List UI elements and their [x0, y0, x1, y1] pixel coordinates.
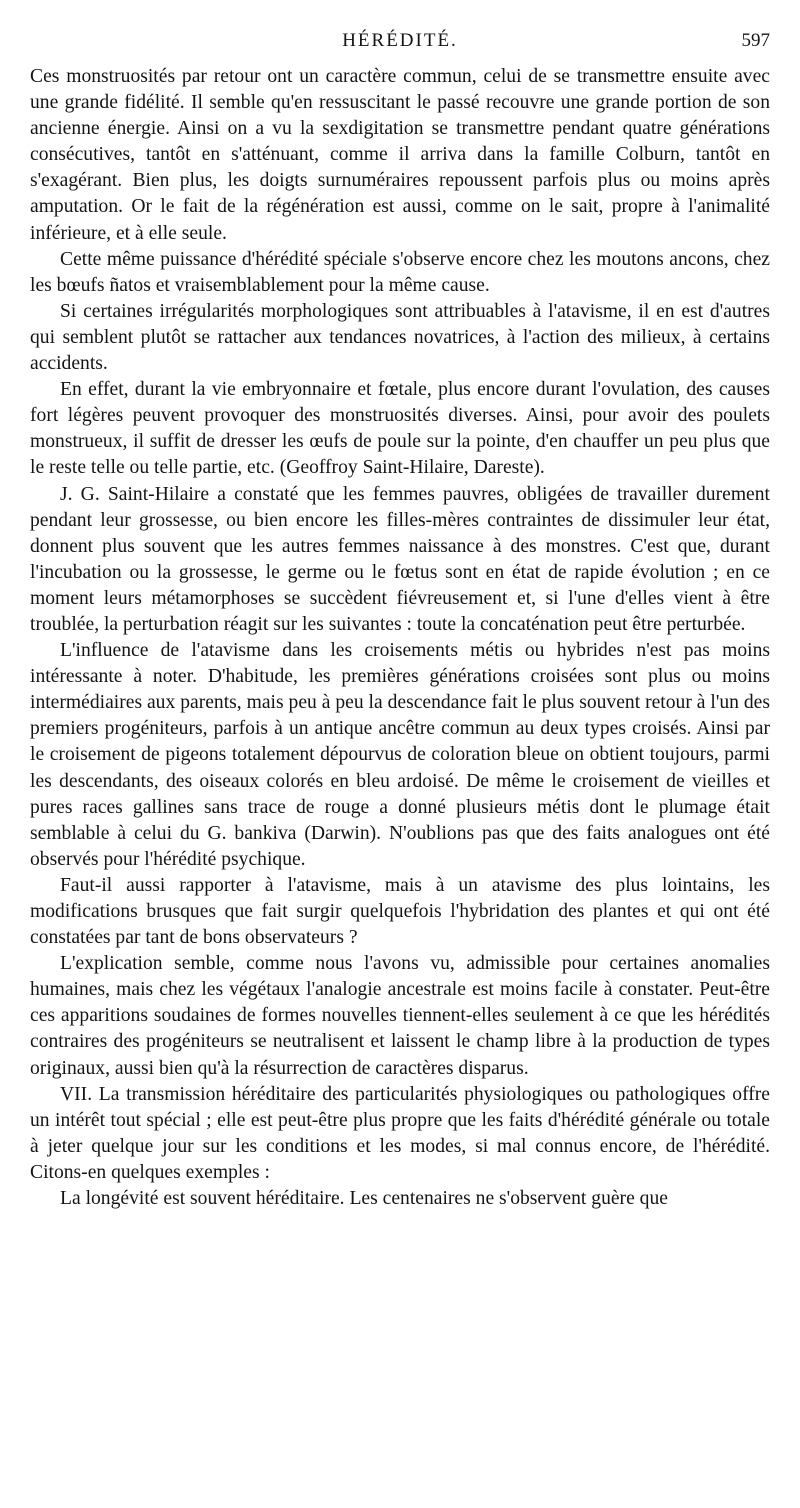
running-header: [30, 28, 770, 56]
paragraph: La longévité est souvent héréditaire. Les centenaires ne s'observent guère que: [60, 1188, 668, 1210]
book-page: [30, 28, 770, 1212]
running-title: HÉRÉDITÉ.: [342, 30, 458, 51]
paragraph: L'influence de l'atavisme dans les croisements métis ou hybrides n'est pas moins intéressante à noter. D'habitude, les premières générations croisées sont plus ou moins intermédiaires aux parents, mais peu à peu la descendance fait le plus souvent retour à l'un des premiers progéniteurs, parfois à un antique ancêtre commun au deux types croisés. Ainsi par le croisement de pigeons totalement dépourvus de coloration bleue on obtient toujours, parmi les descendants, des oiseaux colorés en bleu ardoisé. De même le croisement de vieilles et pures races gallines sans trace de rouge a donné plusieurs métis dont le plumage était semblable à celui du G. bankiva (Darwin). N'oublions pas que des faits analogues ont été observés pour l'hérédité psychique.: [30, 640, 770, 870]
page-number: 597: [741, 30, 770, 51]
body-text: [30, 64, 770, 1212]
paragraph: En effet, durant la vie embryonnaire et fœtale, plus encore durant l'ovulation, des causes fort légères peuvent provoquer des monstruosités diverses. Ainsi, pour avoir des poulets monstrueux, il suffit de dresser les œufs de poule sur la pointe, d'en chauffer un peu plus que le reste telle ou telle partie, etc. (Geoffroy Saint-Hilaire, Dareste).: [30, 379, 770, 479]
paragraph: Si certaines irrégularités morphologiques sont attribuables à l'atavisme, il en est d'autres qui semblent plutôt se rattacher aux tendances novatrices, à l'action des milieux, à certains accidents.: [30, 300, 770, 375]
paragraph: Faut-il aussi rapporter à l'atavisme, mais à un atavisme des plus lointains, les modifications brusques que fait surgir quelquefois l'hybridation des plantes et qui ont été constatées par tant de bons observateurs ?: [30, 874, 770, 949]
paragraph: Ces monstruosités par retour ont un caractère commun, celui de se transmettre ensuite avec une grande fidélité. Il semble qu'en ressuscitant le passé recouvre une grande portion de son ancienne énergie. Ainsi on a vu la sexdigitation se transmettre pendant quatre générations consécutives, tantôt en s'atténuant, comme il arriva dans la famille Colburn, tantôt en s'exagérant. Bien plus, les doigts surnuméraires repoussent parfois plus ou moins après amputation. Or le fait de la régénération est aussi, comme on le sait, propre à l'animalité inférieure, et à elle seule.: [30, 66, 770, 244]
paragraph: L'explication semble, comme nous l'avons vu, admissible pour certaines anomalies humaines, mais chez les végétaux l'analogie ancestrale est moins facile à constater. Peut-être ces apparitions soudaines de formes nouvelles tiennent-elles seulement à ce que les hérédités contraires des progéniteurs se neutralisent et laissent le champ libre à la production de types originaux, aussi bien qu'à la résurrection de caractères disparus.: [30, 953, 770, 1079]
paragraph: J. G. Saint-Hilaire a constaté que les femmes pauvres, obligées de travailler durement pendant leur grossesse, ou bien encore les filles-mères contraintes de dissimuler leur état, donnent plus souvent que les autres femmes naissance à des monstres. C'est que, durant l'incubation ou la grossesse, le germe ou le fœtus sont en état de rapide évolution ; en ce moment leurs métamorphoses se succèdent fiévreusement et, si l'une d'elles vient à être troublée, la perturbation réagit sur les suivantes : toute la concaténation peut être perturbée.: [30, 483, 770, 635]
paragraph: Cette même puissance d'hérédité spéciale s'observe encore chez les moutons ancons, chez les bœufs ñatos et vraisemblablement pour la même cause.: [30, 248, 770, 296]
paragraph: VII. La transmission héréditaire des particularités physiologiques ou pathologiques offre un intérêt tout spécial ; elle est peut-être plus propre que les faits d'hérédité générale ou totale à jeter quelque jour sur les conditions et les modes, si mal connus encore, de l'hérédité. Citons-en quelques exemples :: [30, 1083, 770, 1183]
